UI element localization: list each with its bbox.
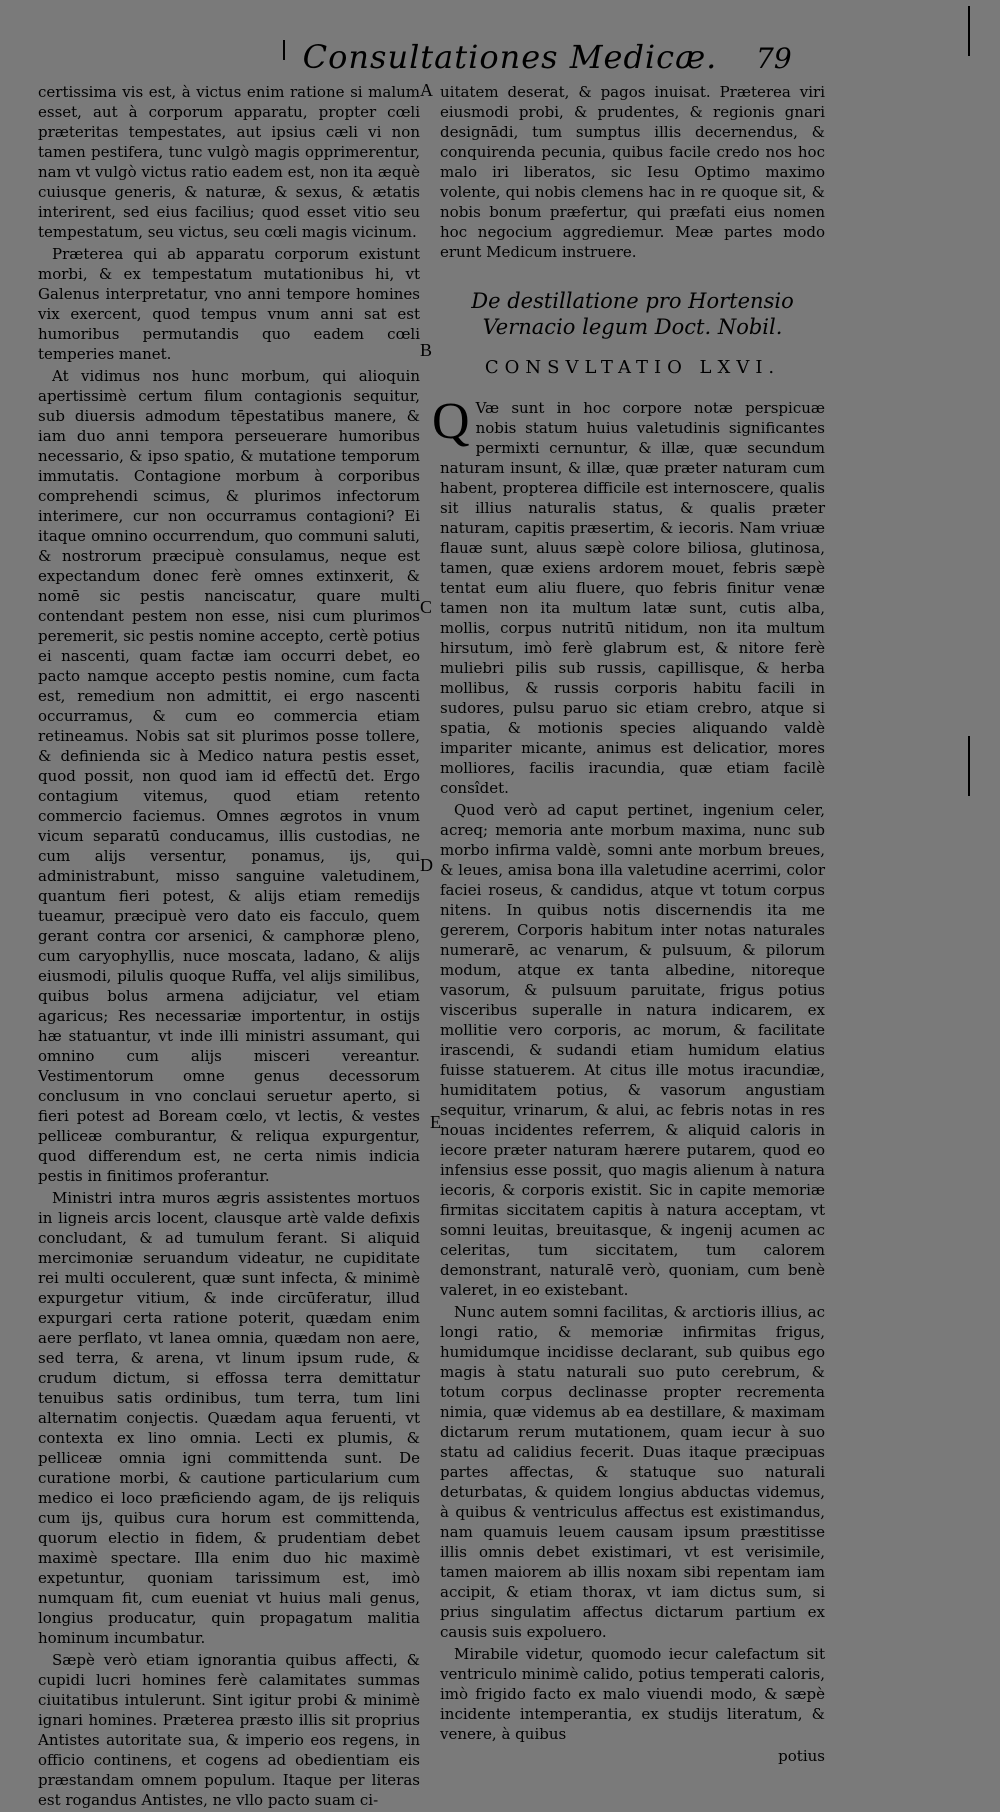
paragraph: Ministri intra muros ægris assistentes mortuos in ligneis arcis locent, clausque artè valde defixis concludant, & ad tumulum ferant. Si aliquid mercimoniæ seruandum videatur, ne cupiditate rei multi occulerent, quæ sunt infecta, & minimè expurgetur vitium, & inde circūferatur, illud expurgari certa ratione poterit, quædam enim aere perflato, vt lanea omnia, quædam non aere, sed terra, & arena, vt linum ipsum rude, & crudum dictum, si effossa terra demittatur tenuibus satis ordinibus, tum terra, tum lini alternatim conjectis. Quædam aqua feruenti, vt contexta ex lino omnia. Lecti ex plumis, & pelliceæ omnia igni committenda sunt. De curatione morbi, & cautione particularium cum medico ei loco præficiendo agam, de ijs reliquis cum ijs, quibus cura horum est committenda, quorum electio in fidem, & prudentiam debet maximè spectare. Illa enim duo hic maximè expetuntur, quoniam tarissimum est, imò numquam fit, cum eueniat vt huius mali genus, longius producatur, quin propagatum malitia hominum incumbatur. — [38, 1189, 420, 1647]
page-number: 79 — [756, 42, 792, 75]
paragraph: Sæpè verò etiam ignorantia quibus affecti, & cupidi lucri homines ferè calamitates summas ciuitatibus intulerunt. Sint igitur probi & minimè ignari homines. Præterea præsto illis sit proprius Antistes autoritate sua, & imperio eos regens, in officio continens, et cogens ad obedientiam eis præstandam omnem populum. Itaque per literas est rogandus Antistes, ne vllo pacto suam ci- — [38, 1651, 420, 1809]
paragraph — [432, 393, 825, 798]
paragraph: Nunc autem somni facilitas, & arctioris illius, ac longi ratio, & memoriæ infirmitas frigus, humidumque incidisse declarant, sub quibus ego magis à statu naturali suo puto cerebrum, & totum corpus declinasse propter recrementa nimia, quæ videmus ab ea destillare, & maximam dictarum rerum mutationem, quam iecur à suo statu ad calidius fecerit. Duas itaque præcipuas partes affectas, & statuque suo naturali deturbatas, & quidem longius abductas videmus, à quibus & ventriculus affectus est existimandus, nam quamuis leuem causam ipsum præstitisse illis omnis debet existimari, vt est verisimile, tamen maiorem ab illis noxam sibi repentam iam accipit, & etiam thorax, vt iam dictus sum, si prius singulatim affectus dictarum partium ex causis suis expoluero. — [440, 1303, 825, 1641]
drop-cap: Q — [432, 393, 470, 450]
paragraph-text: Væ sunt in hoc corpore notæ perspicuæ nobis statum huius valetudinis significantes permixti cernuntur, & illæ, quæ secundum naturam insunt, & illæ, quæ præter naturam cum habent, propterea difficile est internoscere, qualis sit illius naturalis status, & qualis præter naturam, capitis præsertim, & iecoris. Nam vriuæ flauæ sunt, aluus sæpè colore biliosa, glutinosa, tamen, quæ exiens ardorem mouet, febris sæpè tentat eum aliu fluere, quo febris finitur venæ tamen non ita multum latæ sunt, cutis alba, mollis, corpus nutritū nitidum, non ita multum hirsutum, imò ferè glabrum est, & nitore ferè muliebri pilis sub russis, capillisque, & herba mollibus, & russis corporis habitu facili in sudores, pulsu paruo sic etiam crebro, atque si spatia, & motionis species aliquando valdè impariter micante, animus est delicatior, mores molliores, facilis iracundia, quæ etiam facilè consîdet. — [440, 399, 825, 797]
paragraph: uitatem deserat, & pagos inuisat. Præterea viri eiusmodi probi, & prudentes, & regionis gnari designādi, tum sumptus illis decernendus, & conquirenda pecunia, quibus facile credo nos hoc malo iri liberatos, sic Iesu Optimo maximo volente, qui nobis clemens hac in re quoque sit, & nobis bonum præfertur, qui præfati eius nomen hoc negocium aggrediemur. Meæ partes modo erunt Medicum instruere. — [440, 83, 825, 261]
running-header-title: Consultationes Medicæ. — [302, 38, 718, 76]
right-column — [432, 82, 825, 1766]
paragraph: At vidimus nos hunc morbum, qui alioquin apertissimè certum filum contagionis sequitur, sub diuersis admodum tēpestatibus manere, & iam duo anni tempora perseuerare humoribus necessario, & ipso spatio, & mutatione temporum immutatis. Contagione morbum à corporibus comprehendi scimus, & plurimos infectorum interimere, cur non occurramus contagioni? Ei itaque omnino occurrendum, quo communi saluti, & nostrorum præcipuè consulamus, neque est expectandum donec ferè omnes extinxerit, & nomē sic pestis nanciscatur, quare multi contendant pestem non esse, nisi cum plurimos peremerit, sic pestis nomine accepto, certè potius ei nascenti, quam factæ iam occurri debet, eo pacto namque accepto pestis nomine, cum facta est, remedium non admittit, ei ergo nascenti occurramus, & cum eo commercia etiam retineamus. Nobis sat sit plurimos posse tollere, & definienda sic à Medico natura pestis esset, quod possit, non quod iam id effectū det. Ergo contagium vitemus, quod etiam retento commercio faciemus. Omnes ægrotos in vnum vicum separatū conducamus, illis custodias, ne cum alijs versentur, ponamus, ijs, qui administrabunt, misso sanguine valetudinem, quantum fieri potest, & alijs etiam remedijs tueamur, præcipuè vero dato eis facculo, quem gerant contra cor arsenici, & camphoræ pleno, cum caryophyllis, nuce moscata, ladano, & alijs eiusmodi, pilulis quoque Ruffa, vel alijs similibus, quibus bolus armena adijciatur, vel etiam agaricus; Res necessariæ importentur, in ostijs hæ statuantur, vt inde illi ministri assumant, qui omnino cum alijs misceri vereantur. Vestimentorum omne genus decessorum conclusum in vno conclaui seruetur aperto, si fieri potest ad Boream cœlo, vt lectis, & vestes pelliceæ comburantur, & reliqua expurgentur, quod differendum est, ne certa nimis indicia pestis in finitimos proferantur. — [38, 367, 420, 1185]
left-column — [38, 82, 420, 1812]
page-edge-tick — [968, 6, 970, 56]
margin-letter: D — [420, 855, 433, 875]
section-title: De destillatione pro Hortensio Vernacio legum Doct. Nobil. — [471, 289, 794, 339]
paragraph: Mirabile videtur, quomodo iecur calefactum sit ventriculo minimè calido, potius temperati caloris, imò frigido facto ex malo viuendi modo, & sæpè incidente intemperantia, ex studijs literatum, & venere, à quibus — [440, 1645, 825, 1743]
paragraph: Quod verò ad caput pertinet, ingenium celer, acreq; memoria ante morbum maxima, nunc sub morbo infirma valdè, somni ante morbum breues, & leues, amisa bona illa valetudine acerrimi, color faciei roseus, & candidus, atque vt totum corpus nitens. In quibus notis discernendis ita me gererem, Corporis habitum inter notas naturales numerarē, ac venarum, & pulsuum, & pilorum modum, atque ex tanta albedine, nitoreque vasorum, & pulsuum paruitate, frigus potius visceribus superalle in natura indicarem, ex mollitie vero corporis, ac morum, & facilitate irascendi, & sudandi etiam humidum elatius fuisse statuerem. At citus ille motus iracundiæ, humiditatem potius, & vasorum angustiam sequitur, vrinarum, & alui, ac febris notas in res nouas incidentes referrem, & aliquid caloris in iecore præter naturam hærere putarem, quod eo infensius esse possit, quo magis alienum à natura iecoris, & corporis existit. Sic in capite memoriæ firmitas siccitatem capitis à natura acceptam, vt somni leuitas, breuitasque, & ingenij acumen ac celeritas, tum siccitatem, tum calorem demonstrant, naturalē verò, quoniam, cum benè valeret, in eo existebant. — [440, 801, 825, 1299]
margin-letter: A — [420, 80, 433, 100]
margin-letter: E — [430, 1112, 441, 1132]
margin-letter: C — [420, 597, 433, 617]
page-edge-tick — [968, 736, 970, 796]
header-rule — [283, 40, 285, 60]
consultation-heading: CONSVLTATIO LXVI. — [484, 357, 781, 378]
catchword: potius — [778, 1747, 825, 1765]
paragraph: Præterea qui ab apparatu corporum existunt morbi, & ex tempestatum mutationibus hi, vt Galenus interpretatur, vno anni tempore homines vix exercent, quod tempus vnum anni sat est humoribus permutandis quo eadem cœli temperies manet. — [38, 245, 420, 363]
paragraph: certissima vis est, à victus enim ratione si malum esset, aut à corporum apparatu, propter cœli præteritas tempestates, aut ipsius cæli vi non tamen pestifera, tunc vulgò magis opprimerentur, nam vt vulgò victus ratio eadem est, non ita æquè cuiusque generis, & naturæ, & sexus, & ætatis interirent, sed eius facilius; quod esset vitio seu tempestatum, seu victus, seu cœli magis vicinum. — [38, 83, 420, 241]
margin-letter: B — [420, 340, 433, 360]
